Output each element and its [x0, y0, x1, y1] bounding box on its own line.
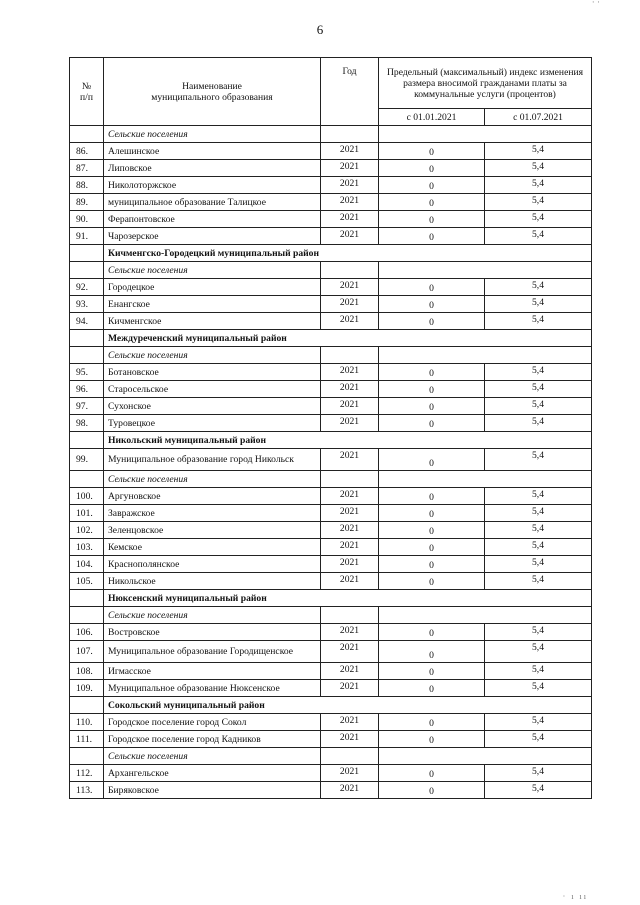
row-num: 100. [70, 488, 104, 505]
row-value-jan: 0 [379, 624, 485, 641]
row-v1 [379, 347, 592, 364]
row-year: 2021 [321, 539, 379, 556]
header-num: № п/п [70, 58, 104, 126]
header-name: Наименование муниципального образования [104, 58, 321, 126]
row-num [70, 697, 104, 714]
district-label: Никольский муниципальный район [104, 432, 592, 449]
header-year: Год [321, 58, 379, 126]
row-name: Завражское [104, 505, 321, 522]
row-num [70, 347, 104, 364]
row-value-jul: 5,4 [485, 624, 592, 641]
header-index: Предельный (максимальный) индекс изменения размера вносимой гражданами платы за коммунальные услуги (процентов) [379, 58, 592, 109]
row-num: 94. [70, 313, 104, 330]
row-num: 87. [70, 160, 104, 177]
table-row [70, 313, 592, 330]
subsection-row [70, 748, 592, 765]
row-value-jan: 0 [379, 143, 485, 160]
row-num [70, 607, 104, 624]
subsection-label: Сельские поселения [104, 607, 321, 624]
row-value-jan: 0 [379, 680, 485, 697]
row-num: 86. [70, 143, 104, 160]
row-year: 2021 [321, 381, 379, 398]
subsection-label: Сельские поселения [104, 748, 321, 765]
row-value-jul: 5,4 [485, 641, 592, 663]
row-year: 2021 [321, 194, 379, 211]
row-year: 2021 [321, 663, 379, 680]
row-year: 2021 [321, 177, 379, 194]
row-value-jul: 5,4 [485, 714, 592, 731]
table-row [70, 381, 592, 398]
table-row [70, 488, 592, 505]
row-name: Никольское [104, 573, 321, 590]
row-value-jul: 5,4 [485, 539, 592, 556]
row-value-jan: 0 [379, 415, 485, 432]
row-value-jan: 0 [379, 228, 485, 245]
row-year: 2021 [321, 488, 379, 505]
row-year [321, 347, 379, 364]
table-row [70, 731, 592, 748]
row-year: 2021 [321, 641, 379, 663]
table-row [70, 279, 592, 296]
row-v1 [379, 262, 592, 279]
row-num [70, 330, 104, 347]
row-year: 2021 [321, 313, 379, 330]
row-num: 89. [70, 194, 104, 211]
row-value-jan: 0 [379, 539, 485, 556]
row-num [70, 590, 104, 607]
row-v1 [379, 607, 592, 624]
row-value-jan: 0 [379, 641, 485, 663]
table-row [70, 194, 592, 211]
row-value-jul: 5,4 [485, 449, 592, 471]
table-row [70, 641, 592, 663]
row-year: 2021 [321, 714, 379, 731]
row-year [321, 607, 379, 624]
row-name: Биряковское [104, 782, 321, 799]
row-name: Николоторжское [104, 177, 321, 194]
row-name: Ферапонтовское [104, 211, 321, 228]
table-row [70, 765, 592, 782]
subsection-row [70, 607, 592, 624]
row-v1 [379, 126, 592, 143]
row-value-jul: 5,4 [485, 765, 592, 782]
subsection-label: Сельские поселения [104, 126, 321, 143]
row-num: 107. [70, 641, 104, 663]
table-row [70, 364, 592, 381]
row-name: Муниципальное образование Нюксенское [104, 680, 321, 697]
row-value-jan: 0 [379, 782, 485, 799]
row-value-jan: 0 [379, 313, 485, 330]
table-row [70, 143, 592, 160]
row-num: 110. [70, 714, 104, 731]
row-num: 105. [70, 573, 104, 590]
row-name: Востровское [104, 624, 321, 641]
table-row [70, 296, 592, 313]
row-value-jan: 0 [379, 211, 485, 228]
row-num [70, 262, 104, 279]
row-v1 [379, 471, 592, 488]
corner-mark: · · [591, 0, 600, 7]
row-value-jan: 0 [379, 731, 485, 748]
row-value-jul: 5,4 [485, 573, 592, 590]
subsection-label: Сельские поселения [104, 347, 321, 364]
row-num: 92. [70, 279, 104, 296]
district-label: Сокольский муниципальный район [104, 697, 592, 714]
row-name: Зеленцовское [104, 522, 321, 539]
district-row [70, 432, 592, 449]
row-num [70, 432, 104, 449]
row-value-jan: 0 [379, 714, 485, 731]
row-value-jul: 5,4 [485, 381, 592, 398]
table-row [70, 228, 592, 245]
row-name: Чарозерское [104, 228, 321, 245]
row-num: 95. [70, 364, 104, 381]
table-row [70, 663, 592, 680]
row-value-jan: 0 [379, 449, 485, 471]
row-year [321, 748, 379, 765]
row-year: 2021 [321, 505, 379, 522]
row-num: 99. [70, 449, 104, 471]
footer-mark: · ı ıı [562, 892, 588, 901]
row-name: Краснополянское [104, 556, 321, 573]
district-row [70, 590, 592, 607]
row-year: 2021 [321, 160, 379, 177]
row-value-jan: 0 [379, 364, 485, 381]
row-value-jul: 5,4 [485, 731, 592, 748]
row-name: Ботановское [104, 364, 321, 381]
row-num: 91. [70, 228, 104, 245]
row-num [70, 245, 104, 262]
row-value-jul: 5,4 [485, 680, 592, 697]
table-row [70, 160, 592, 177]
row-name: Туровецкое [104, 415, 321, 432]
row-name: Кичменгское [104, 313, 321, 330]
row-year [321, 126, 379, 143]
district-row [70, 697, 592, 714]
row-num [70, 471, 104, 488]
row-year: 2021 [321, 415, 379, 432]
tariff-index-table [69, 57, 592, 799]
row-name: Старосельское [104, 381, 321, 398]
row-value-jul: 5,4 [485, 177, 592, 194]
table-row [70, 505, 592, 522]
row-value-jul: 5,4 [485, 415, 592, 432]
row-value-jan: 0 [379, 573, 485, 590]
row-value-jan: 0 [379, 522, 485, 539]
row-num: 96. [70, 381, 104, 398]
table-row [70, 714, 592, 731]
district-label: Нюксенский муниципальный район [104, 590, 592, 607]
row-value-jul: 5,4 [485, 194, 592, 211]
row-name: Алешинское [104, 143, 321, 160]
row-value-jan: 0 [379, 381, 485, 398]
district-row [70, 330, 592, 347]
row-value-jul: 5,4 [485, 505, 592, 522]
row-value-jul: 5,4 [485, 522, 592, 539]
row-year: 2021 [321, 765, 379, 782]
row-year [321, 262, 379, 279]
row-value-jul: 5,4 [485, 313, 592, 330]
row-num [70, 126, 104, 143]
row-value-jul: 5,4 [485, 228, 592, 245]
row-v1 [379, 748, 592, 765]
row-name: муниципальное образование Талицкое [104, 194, 321, 211]
row-num: 109. [70, 680, 104, 697]
row-num: 90. [70, 211, 104, 228]
row-name: Игмасское [104, 663, 321, 680]
row-value-jan: 0 [379, 398, 485, 415]
row-num: 101. [70, 505, 104, 522]
row-name: Муниципальное образование Городищенское [104, 641, 321, 663]
row-value-jan: 0 [379, 177, 485, 194]
row-num: 102. [70, 522, 104, 539]
row-value-jan: 0 [379, 194, 485, 211]
table-row [70, 573, 592, 590]
table-row [70, 415, 592, 432]
row-value-jul: 5,4 [485, 398, 592, 415]
row-year: 2021 [321, 624, 379, 641]
row-year: 2021 [321, 143, 379, 160]
table-row [70, 449, 592, 471]
row-year: 2021 [321, 296, 379, 313]
row-value-jul: 5,4 [485, 663, 592, 680]
row-name: Городское поселение город Кадников [104, 731, 321, 748]
table-row [70, 556, 592, 573]
row-year: 2021 [321, 211, 379, 228]
row-num: 112. [70, 765, 104, 782]
district-label: Междуреченский муниципальный район [104, 330, 592, 347]
row-year: 2021 [321, 228, 379, 245]
table-row [70, 522, 592, 539]
row-num [70, 748, 104, 765]
table-row [70, 211, 592, 228]
subsection-row [70, 471, 592, 488]
row-name: Сухонское [104, 398, 321, 415]
row-value-jan: 0 [379, 765, 485, 782]
row-value-jan: 0 [379, 663, 485, 680]
subsection-label: Сельские поселения [104, 471, 321, 488]
row-value-jan: 0 [379, 488, 485, 505]
row-year: 2021 [321, 556, 379, 573]
row-num: 103. [70, 539, 104, 556]
row-year: 2021 [321, 782, 379, 799]
row-name: Кемское [104, 539, 321, 556]
table-row [70, 177, 592, 194]
row-name: Енангское [104, 296, 321, 313]
row-value-jul: 5,4 [485, 160, 592, 177]
row-year [321, 471, 379, 488]
row-num: 88. [70, 177, 104, 194]
row-year: 2021 [321, 398, 379, 415]
table-row [70, 624, 592, 641]
row-value-jul: 5,4 [485, 782, 592, 799]
row-value-jul: 5,4 [485, 279, 592, 296]
header-col1: с 01.01.2021 [379, 109, 485, 126]
row-num: 106. [70, 624, 104, 641]
district-row [70, 245, 592, 262]
row-value-jul: 5,4 [485, 296, 592, 313]
row-value-jul: 5,4 [485, 364, 592, 381]
row-name: Муниципальное образование город Никольск [104, 449, 321, 471]
row-year: 2021 [321, 279, 379, 296]
district-label: Кичменгско-Городецкий муниципальный район [104, 245, 592, 262]
row-value-jul: 5,4 [485, 488, 592, 505]
row-num: 97. [70, 398, 104, 415]
row-value-jan: 0 [379, 556, 485, 573]
row-year: 2021 [321, 364, 379, 381]
row-num: 104. [70, 556, 104, 573]
table-row [70, 539, 592, 556]
table-row [70, 782, 592, 799]
row-value-jul: 5,4 [485, 143, 592, 160]
subsection-label: Сельские поселения [104, 262, 321, 279]
row-num: 108. [70, 663, 104, 680]
header-col2: с 01.07.2021 [485, 109, 592, 126]
row-year: 2021 [321, 731, 379, 748]
row-name: Аргуновское [104, 488, 321, 505]
row-value-jan: 0 [379, 160, 485, 177]
row-num: 93. [70, 296, 104, 313]
row-name: Архангельское [104, 765, 321, 782]
row-value-jan: 0 [379, 505, 485, 522]
row-year: 2021 [321, 522, 379, 539]
table-row [70, 680, 592, 697]
row-year: 2021 [321, 680, 379, 697]
subsection-row [70, 262, 592, 279]
row-name: Липовское [104, 160, 321, 177]
row-value-jan: 0 [379, 279, 485, 296]
row-num: 98. [70, 415, 104, 432]
row-year: 2021 [321, 573, 379, 590]
row-name: Городецкое [104, 279, 321, 296]
row-value-jan: 0 [379, 296, 485, 313]
row-value-jul: 5,4 [485, 211, 592, 228]
row-year: 2021 [321, 449, 379, 471]
table-row [70, 398, 592, 415]
subsection-row [70, 347, 592, 364]
row-name: Городское поселение город Сокол [104, 714, 321, 731]
row-value-jul: 5,4 [485, 556, 592, 573]
row-num: 111. [70, 731, 104, 748]
row-num: 113. [70, 782, 104, 799]
page-number: 6 [316, 22, 324, 37]
subsection-row [70, 126, 592, 143]
